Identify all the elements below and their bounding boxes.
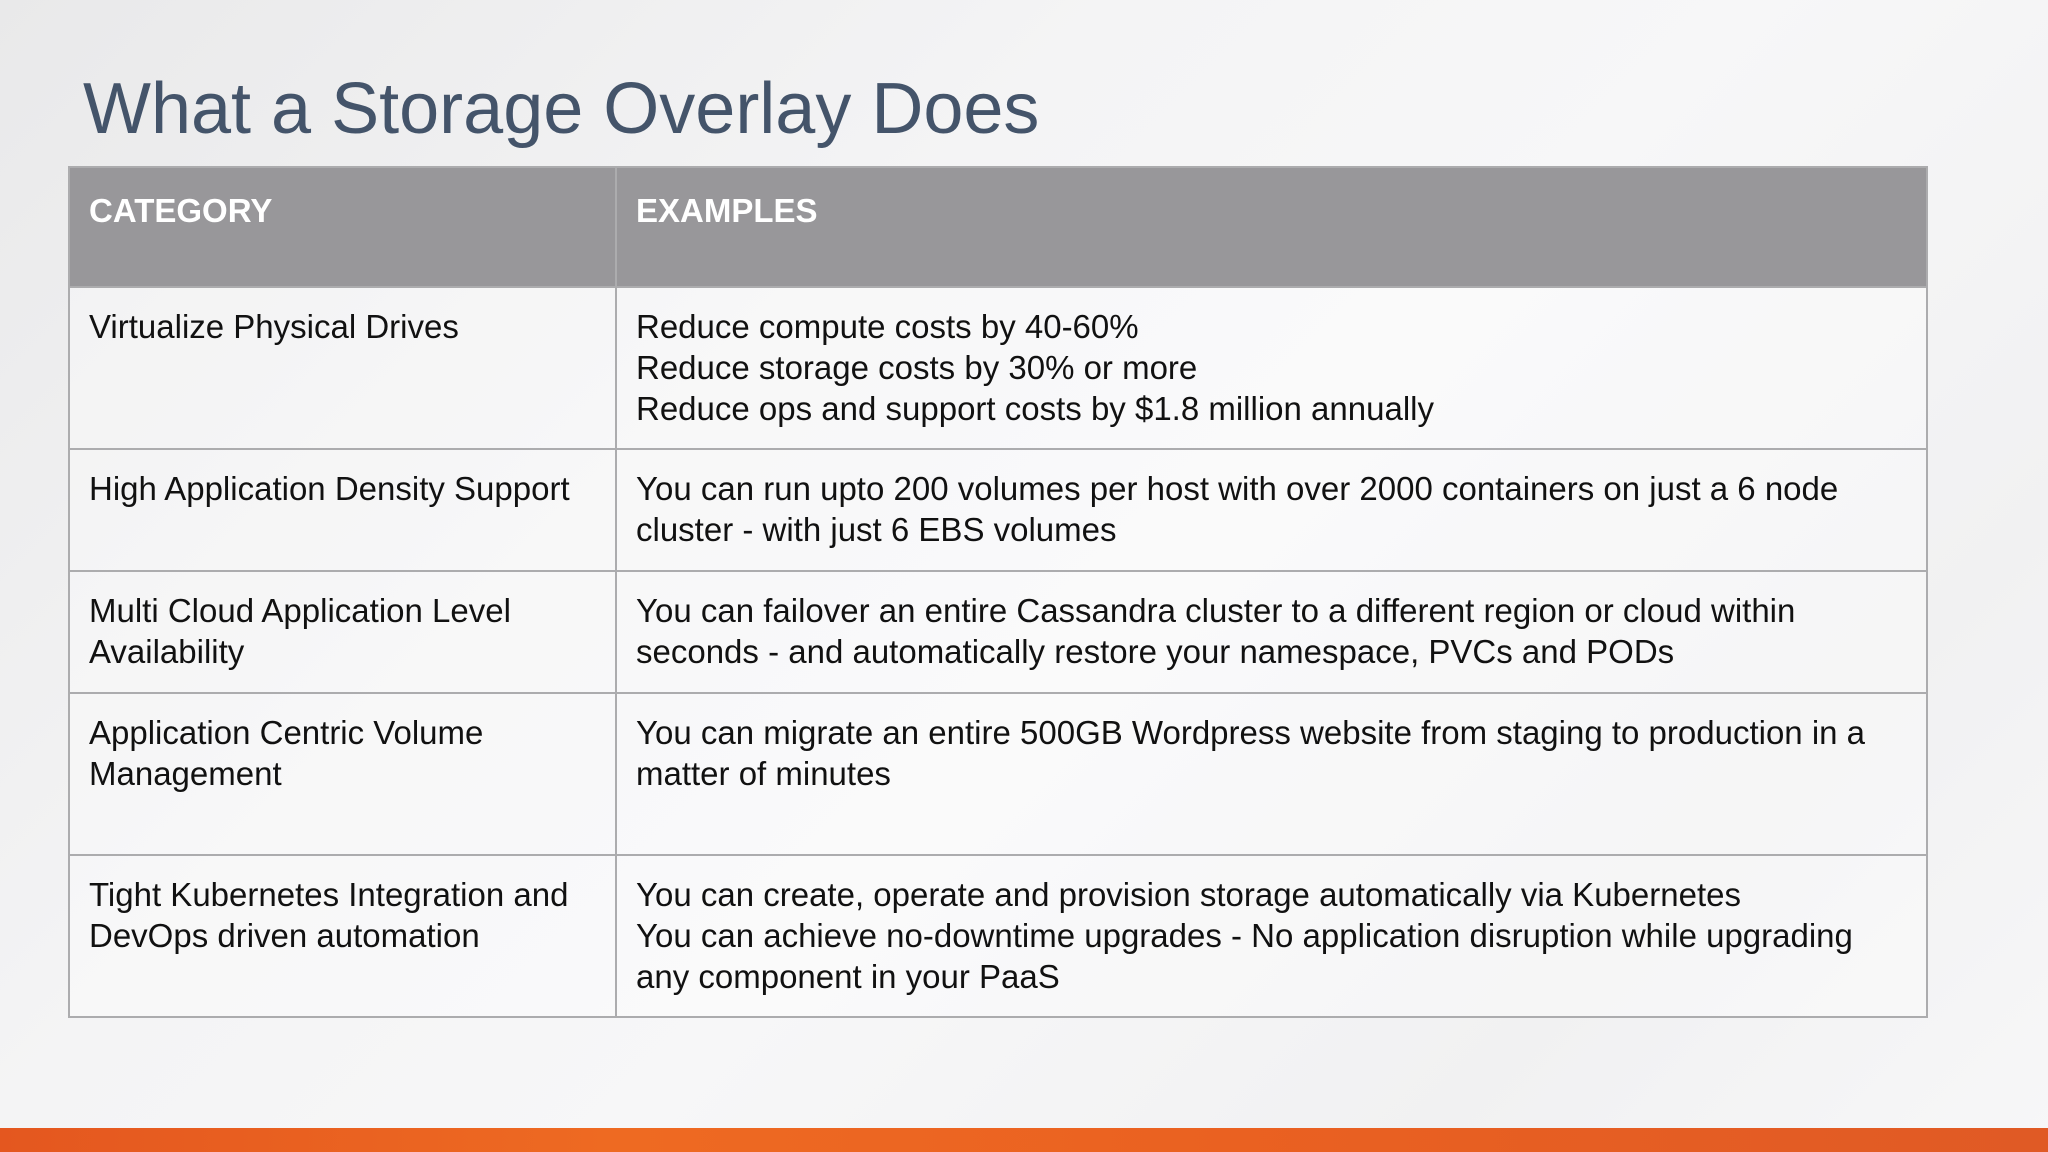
- table-row: [69, 855, 1927, 1017]
- example-text: Reduce compute costs by 40-60%: [636, 308, 1139, 345]
- table-row: [69, 449, 1927, 571]
- category-cell: [69, 287, 616, 449]
- storage-overlay-table-container: [68, 166, 1926, 1018]
- table-row: [69, 287, 1927, 449]
- category-cell: [69, 571, 616, 693]
- header-category: CATEGORY: [69, 167, 616, 287]
- category-text: High Application Density Support: [89, 470, 570, 507]
- category-cell: [69, 449, 616, 571]
- example-text: You can create, operate and provision storage automatically via Kubernetes: [636, 876, 1741, 913]
- table-header-row: [69, 167, 1927, 287]
- examples-cell: [616, 287, 1927, 449]
- slide-title: What a Storage Overlay Does: [83, 69, 1040, 149]
- category-text: Application Centric Volume Management: [89, 714, 484, 792]
- example-text: Reduce ops and support costs by $1.8 million annually: [636, 390, 1434, 427]
- examples-cell: [616, 449, 1927, 571]
- header-examples: EXAMPLES: [616, 167, 1927, 287]
- table-row: [69, 693, 1927, 855]
- example-text: You can failover an entire Cassandra cluster to a different region or cloud within seconds - and automatically restore your namespace, PVCs and PODs: [636, 592, 1796, 670]
- category-text: Tight Kubernetes Integration and DevOps driven automation: [89, 876, 569, 954]
- example-text: Reduce storage costs by 30% or more: [636, 349, 1198, 386]
- category-cell: [69, 855, 616, 1017]
- examples-cell: [616, 571, 1927, 693]
- example-text: You can achieve no-downtime upgrades - No application disruption while upgrading any component in your PaaS: [636, 917, 1853, 995]
- storage-overlay-table: [68, 166, 1928, 1018]
- example-text: You can migrate an entire 500GB Wordpress website from staging to production in a matter of minutes: [636, 714, 1866, 792]
- table-row: [69, 571, 1927, 693]
- category-cell: [69, 693, 616, 855]
- examples-cell: [616, 693, 1927, 855]
- category-text: Virtualize Physical Drives: [89, 308, 459, 345]
- example-text: You can run upto 200 volumes per host with over 2000 containers on just a 6 node cluster - with just 6 EBS volumes: [636, 470, 1839, 548]
- footer-accent-bar: [0, 1128, 2048, 1152]
- examples-cell: [616, 855, 1927, 1017]
- category-text: Multi Cloud Application Level Availability: [89, 592, 511, 670]
